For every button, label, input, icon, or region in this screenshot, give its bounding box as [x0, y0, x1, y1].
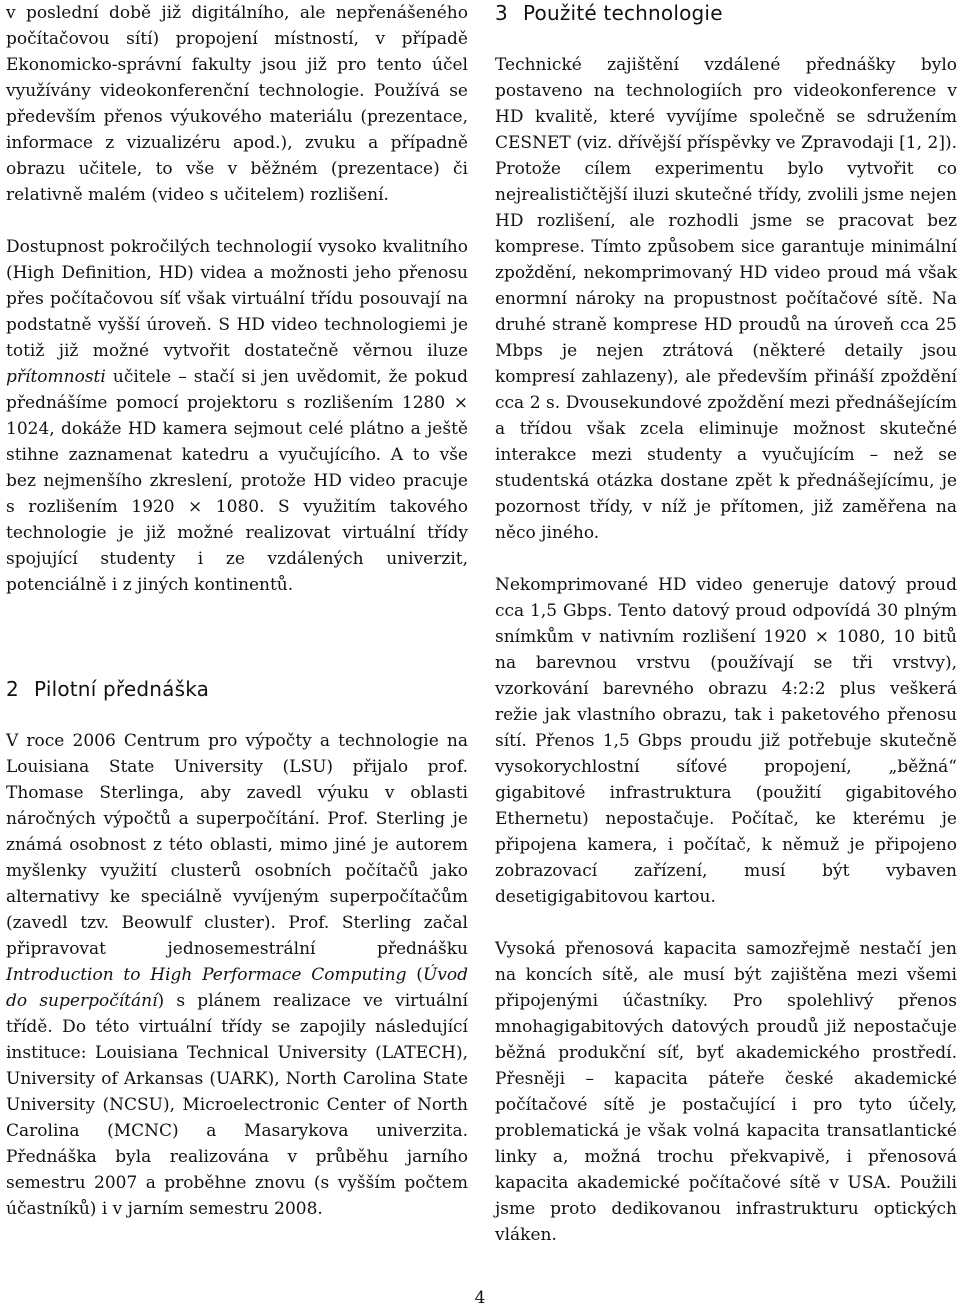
- left-column: [6, 0, 468, 1222]
- section-3-heading: [495, 0, 957, 26]
- paragraph-dostupnost-text: Dostupnost pokročilých technologií vysoko kvalitního (High Definition, HD) videa a možnosti jeho přenosu přes počítačovou síť však virtuální třídu posouvají na podstatně vyšší úroveň.: [6, 237, 468, 335]
- section-3-number: 3: [495, 1, 508, 25]
- page-number: 4: [474, 1288, 486, 1308]
- paragraph-pilot-text-b: (: [406, 965, 423, 985]
- paragraph-pilot: [6, 728, 468, 1222]
- paragraph-shd-text-a: S HD video technologiemi je totiž již možné vytvořit dostatečně věrnou iluze: [6, 315, 469, 361]
- course-title-cs: Úvod do superpočítání: [6, 965, 468, 1011]
- right-column: [495, 0, 957, 1248]
- section-2-heading: [6, 676, 468, 702]
- paragraph-pilot-text-a: V roce 2006 Centrum pro výpočty a technologie na Louisiana State University (LSU) přijalo prof. Thomase Sterlinga, aby zavedl výuku v oblasti náročných výpočtů a superpočítání. Prof. Sterling je známá osobnost z této oblasti, mimo jiné je autorem myšlenky využití clusterů osobních počítačů jako alternativy ke speciálně vyvíjeným superpočítačům (zavedl tzv. Beowulf cluster). Prof. Sterling začal připravovat jednosemestrální přednášku: [6, 731, 468, 959]
- section-2-title: Pilotní přednáška: [34, 677, 210, 701]
- paragraph-nekomprimovane: Nekomprimované HD video generuje datový proud cca 1,5 Gbps. Tento datový proud odpovídá 30 plným snímkům v nativním rozlišení 1920 × 1080, 10 bitů na barevnou vrstvu (používají se tři vrstvy), vzorkování barevného obrazu 4:2:2 plus veškerá režie jak vlastního obrazu, tak i paketového přenosu sítí. Přenos 1,5 Gbps proudu již potřebuje skutečně vysokorychlostní síťové propojení, „běžná“ gigabitové infrastruktura (použití gigabitového Ethernetu) nepostačuje. Počítač, ke kterému je připojena kamera, i počítač, k němuž je připojeno zobrazovací zařízení, musí být vybaven desetigigabitovou kartou.: [495, 575, 957, 907]
- paragraph-technologie: Technické zajištění vzdálené přednášky bylo postaveno na technologiích pro videokonference v HD kvalitě, které vyvíjíme společně se sdružením CESNET (viz. dřívější příspěvky ve Zpravodaji [1, 2]). Protože cílem experimentu bylo vytvořit co nejrealističtější iluzi skutečné třídy, zvolili jsme nejen HD rozlišení, ale rozhodli jsme se pracovat bez komprese. Tímto způsobem sice garantuje minimální zpoždění, nekomprimovaný HD video proud má však enormní nároky na propustnost počítačové sítě. Na druhé straně komprese HD proudů na úroveň cca 25 Mbps je nejen ztrátová (některé detaily jsou kompresí zahlazeny), ale především přináší zpoždění cca 2 s. Dvousekundové zpoždění mezi přednášejícím a třídou však zcela eliminuje možnost skutečné interakce mezi studenty a vyučujícím – než se studentská otázka dostane zpět k přednášejícímu, je pozornost třídy, v níž je přítomen, již zaměřena na něco jiného.: [495, 55, 957, 543]
- paragraph-shd-text-b: učitele – stačí si jen uvědomit, že pokud přednášíme pomocí projektoru s rozlišením 1280 × 1024, dokáže HD kamera sejmout celé plátno a ještě stihne zaznamenat katedru a vyučujícího. A to vše bez nejmenšího zkreslení, protože HD video pracuje s rozlišením 1920 × 1080. S využitím takového technologie je již možné realizovat virtuální třídy spojující studenty i ze vzdálených univerzit, potenciálně i z jiných kontinentů.: [6, 367, 468, 595]
- paragraph-kapacita: Vysoká přenosová kapacita samozřejmě nestačí jen na koncích sítě, ale musí být zajištěna mezi všemi připojenými účastníky. Pro spolehlivý přenos mnohagigabitových datových proudů již nepostačuje běžná produkční síť, byť akademického prostředí. Přesněji – kapacita páteře české akademické počítačové sítě je postačující i pro tyto účely, problematická je však volná kapacita transatlantické linky a, možná trochu překvapivě, i přenosová kapacita akademické počítačové sítě v USA. Použili jsme proto dedikovanou infrastrukturu optických vláken.: [495, 939, 957, 1245]
- paragraph-pilot-text-c: ) s plánem realizace ve virtuální třídě. Do této virtuální třídy se zapojily následující instituce: Louisiana Technical University (LATECH), University of Arkansas (UARK), North Carolina State University (NCSU), Microelectronic Center of North Carolina (MCNC) a Masarykova univerzita. Přednáška byla realizována v průběhu jarního semestru 2007 a proběhne znovu (s vyšším počtem účastníků) i v jarním semestru 2008.: [6, 991, 468, 1219]
- paragraph-dostupnost: [6, 234, 468, 598]
- paragraph-shd-emphasis: přítomnosti: [6, 367, 106, 387]
- course-title-en: Introduction to High Performace Computing: [6, 965, 407, 985]
- section-3-title: Použité technologie: [523, 1, 723, 25]
- section-2-number: 2: [6, 677, 19, 701]
- paragraph-intro: v poslední době již digitálního, ale nepřenášeného počítačovou sítí) propojení místností, v případě Ekonomicko-správní fakulty jsou již pro tento účel využívány videokonferenční technologie. Používá se především přenos výukového materiálu (prezentace, informace z vizualizéru apod.), zvuku a případně obrazu učitele, to vše v běžném (prezentace) či relativně malém (video s učitelem) rozlišení.: [6, 3, 468, 205]
